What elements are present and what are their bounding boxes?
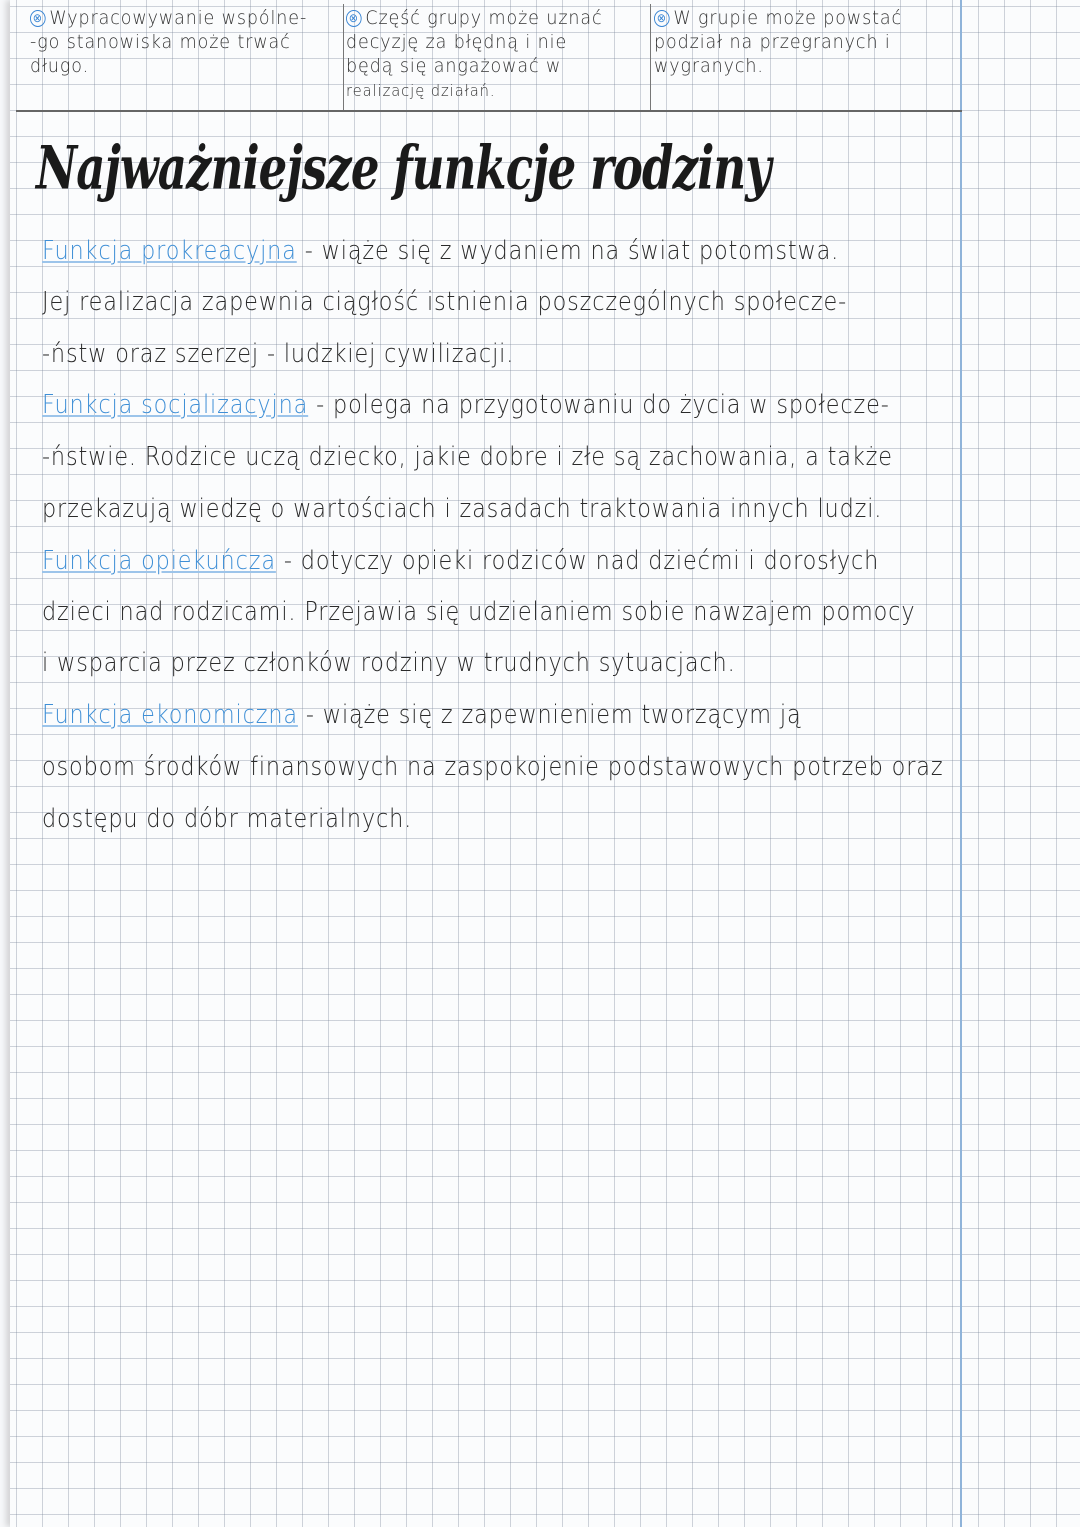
cell-line: wygranych. [654, 55, 764, 77]
cell-line: podział na przegranych i [654, 31, 891, 53]
note-text: Jej realizacja zapewnia ciągłość istnienia poszczególnych społecze- [42, 287, 848, 317]
note-text: dostępu do dóbr materialnych. [42, 804, 413, 834]
note-line [42, 390, 890, 420]
cell-line: W grupie może powstać [673, 7, 903, 29]
margin-line [960, 0, 962, 1527]
page-title: Najważniejsze funkcje rodziny [36, 132, 771, 203]
table-divider [343, 4, 344, 112]
table-cell-1 [30, 6, 315, 112]
note-text: i wsparcia przez członków rodziny w trudnych sytuacjach. [42, 648, 736, 678]
cell-line: -go stanowiska może trwać [30, 31, 291, 53]
cell-line: decyzję za błędną i nie [346, 31, 568, 53]
table-bottom-border [16, 110, 962, 112]
x-circle-icon: ⊗ [346, 10, 362, 27]
cell-line: długo. [30, 55, 90, 77]
note-text: przekazują wiedzę o wartościach i zasadach traktowania innych ludzi. [42, 494, 883, 524]
note-line [42, 597, 915, 627]
note-text: - dotyczy opieki rodziców nad dziećmi i dorosłych [275, 546, 880, 576]
note-line [42, 648, 736, 678]
cell-line: Wypracowywanie wspólne- [49, 7, 308, 29]
function-term: Funkcja socjalizacyjna [42, 390, 309, 420]
note-line [42, 804, 412, 834]
x-circle-icon: ⊗ [30, 10, 46, 27]
note-text: dzieci nad rodzicami. Przejawia się udzielaniem sobie nawzajem pomocy [42, 597, 916, 627]
note-line [42, 339, 514, 369]
function-term: Funkcja ekonomiczna [42, 700, 298, 730]
note-line [42, 442, 893, 472]
function-term: Funkcja opiekuńcza [42, 546, 276, 576]
note-line [42, 700, 802, 730]
note-text: - polega na przygotowaniu do życia w społecze- [308, 390, 890, 420]
note-line [42, 752, 943, 782]
x-circle-icon: ⊗ [654, 10, 670, 27]
function-term: Funkcja prokreacyjna [42, 236, 297, 266]
note-text: - wiąże się z zapewnieniem tworzącym ją [297, 700, 802, 730]
note-text: - wiąże się z wydaniem na świat potomstwa. [296, 236, 840, 266]
table-cell-2 [346, 6, 622, 112]
note-text: osobom środków finansowych na zaspokojenie podstawowych potrzeb oraz [42, 752, 944, 782]
cell-line: realizację działań. [346, 81, 496, 100]
cell-line: będą się angażować w [346, 55, 562, 77]
note-line [42, 287, 847, 317]
note-text: -ństwie. Rodzice uczą dziecko, jakie dobre i złe są zachowania, a także [42, 442, 893, 472]
note-text: -ństw oraz szerzej - ludzkiej cywilizacji. [42, 339, 515, 369]
table-divider [650, 4, 651, 112]
note-line [42, 236, 839, 266]
table-cell-3 [654, 6, 939, 112]
cell-line: Część grupy może uznać [365, 7, 603, 29]
note-line [42, 494, 882, 524]
note-line [42, 546, 879, 576]
